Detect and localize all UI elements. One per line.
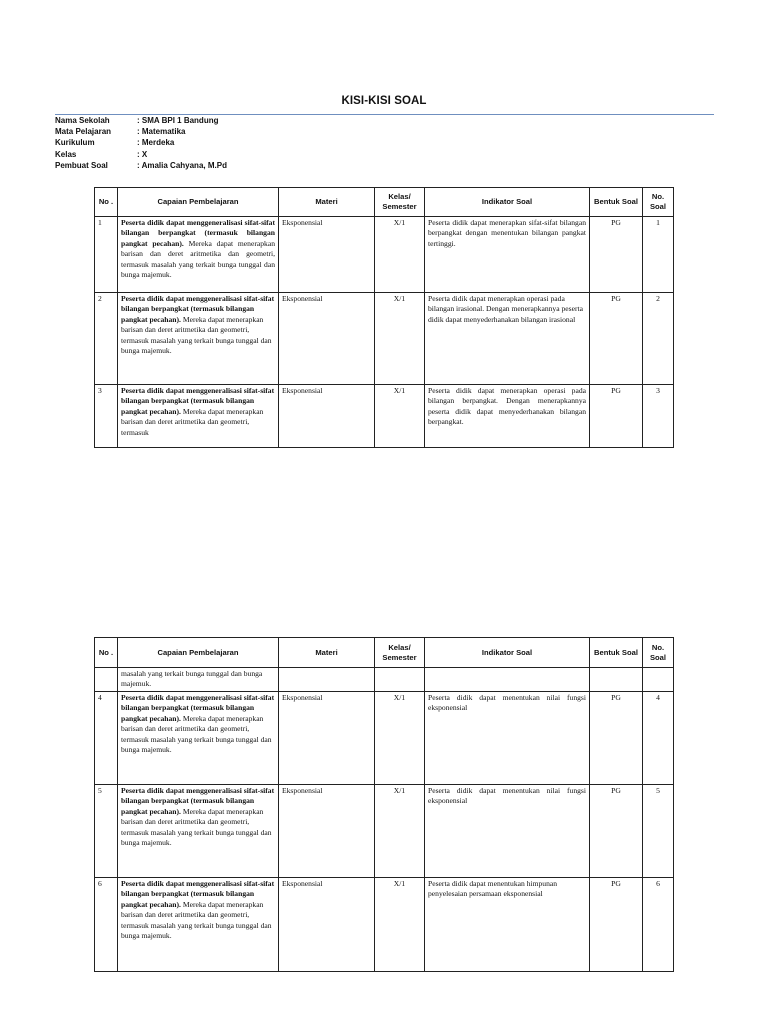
header-no: No . bbox=[95, 638, 118, 668]
header-capaian: Capaian Pembelajaran bbox=[118, 638, 279, 668]
capaian-bold: Peserta didik dapat menggeneralisasi sifat-sifat bilangan berpangkat (termasuk bilangan pangkat pecahan). bbox=[121, 879, 275, 909]
cell-bentuk: PG bbox=[590, 878, 643, 972]
cell-bentuk: PG bbox=[590, 692, 643, 785]
capaian-bold: Peserta didik dapat menggeneralisasi sifat-sifat bilangan berpangkat (termasuk bilangan pangkat pecahan). bbox=[121, 386, 275, 416]
cell-no: 2 bbox=[95, 293, 118, 385]
header-kelas: Kelas/ Semester bbox=[375, 188, 425, 217]
cell-indikator: Peserta didik dapat menerapkan operasi pada bilangan berpangkat. Dengan menerapkannya peserta didik dapat menyederhanakan bilangan berpangkat. bbox=[425, 385, 590, 448]
cell-bentuk: PG bbox=[590, 785, 643, 878]
header-materi: Materi bbox=[279, 638, 375, 668]
cell-materi: Eksponensial bbox=[279, 878, 375, 972]
meta-row-curriculum bbox=[55, 137, 227, 148]
cell-indikator: Peserta didik dapat menentukan nilai fungsi eksponensial bbox=[425, 692, 590, 785]
capaian-text: Mereka dapat menerapkan barisan dan deret aritmetika dan geometri, termasuk masalah yang terkait bunga tunggal dan bunga majemuk. bbox=[121, 806, 272, 848]
cell-kelas: X/1 bbox=[375, 785, 425, 878]
cell-bentuk: PG bbox=[590, 293, 643, 385]
cell-kelas: X/1 bbox=[375, 385, 425, 448]
cell-no: 1 bbox=[95, 217, 118, 293]
capaian-text: Mereka dapat menerapkan barisan dan deret aritmetika dan geometri, termasuk masalah yang terkait bunga tunggal dan bunga majemuk. bbox=[121, 314, 272, 356]
meta-label: Pembuat Soal bbox=[55, 160, 108, 170]
table-row-continuation bbox=[95, 668, 674, 692]
cell-materi: Eksponensial bbox=[279, 692, 375, 785]
kisi-table-page-2 bbox=[94, 637, 674, 972]
capaian-bold: Peserta didik dapat menggeneralisasi sifat-sifat bilangan berpangkat (termasuk bilangan pangkat pecahan). bbox=[121, 294, 275, 324]
meta-row-subject bbox=[55, 126, 227, 137]
cell-nosoal: 1 bbox=[643, 217, 674, 293]
meta-label: Kurikulum bbox=[55, 138, 95, 148]
table-row bbox=[95, 293, 674, 385]
cell-capaian bbox=[118, 385, 279, 448]
header-bentuk: Bentuk Soal bbox=[590, 638, 643, 668]
cell-no bbox=[95, 668, 118, 692]
table-row bbox=[95, 692, 674, 785]
header-indikator: Indikator Soal bbox=[425, 638, 590, 668]
cell-capaian bbox=[118, 692, 279, 785]
cell-materi: Eksponensial bbox=[279, 217, 375, 293]
capaian-text: Mereka dapat menerapkan barisan dan deret aritmetika dan geometri, termasuk masalah yang terkait bunga tunggal dan bunga majemuk. bbox=[121, 238, 276, 280]
header-kelas: Kelas/ Semester bbox=[375, 638, 425, 668]
table-row bbox=[95, 878, 674, 972]
capaian-bold: Peserta didik dapat menggeneralisasi sifat-sifat bilangan berpangkat (termasuk bilangan pangkat pecahan). bbox=[121, 786, 275, 816]
cell-kelas bbox=[375, 668, 425, 692]
meta-value: : Amalia Cahyana, M.Pd bbox=[137, 160, 227, 170]
cell-no: 6 bbox=[95, 878, 118, 972]
header-bentuk: Bentuk Soal bbox=[590, 188, 643, 217]
document-title: KISI-KISI SOAL bbox=[341, 95, 427, 107]
cell-capaian bbox=[118, 217, 279, 293]
cell-kelas: X/1 bbox=[375, 217, 425, 293]
cell-nosoal bbox=[643, 668, 674, 692]
table-row bbox=[95, 385, 674, 448]
meta-value: : X bbox=[137, 149, 148, 159]
cell-kelas: X/1 bbox=[375, 293, 425, 385]
cell-indikator: Peserta didik dapat menerapkan sifat-sifat bilangan berpangkat dengan menentukan bilangan pangkat tertinggi. bbox=[425, 217, 590, 293]
header-nosoal: No. Soal bbox=[643, 638, 674, 668]
table-header-row bbox=[95, 638, 674, 668]
cell-materi: Eksponensial bbox=[279, 293, 375, 385]
capaian-text: Mereka dapat menerapkan barisan dan deret aritmetika dan geometri, termasuk masalah yang terkait bunga tunggal dan bunga majemuk. bbox=[121, 713, 272, 755]
table-row bbox=[95, 217, 674, 293]
header-no: No . bbox=[95, 188, 118, 217]
cell-materi: Eksponensial bbox=[279, 385, 375, 448]
kisi-table-page-1 bbox=[94, 187, 674, 448]
meta-row-class bbox=[55, 149, 227, 160]
table-header-row bbox=[95, 188, 674, 217]
header-capaian: Capaian Pembelajaran bbox=[118, 188, 279, 217]
cell-materi bbox=[279, 668, 375, 692]
meta-value: : Matematika bbox=[137, 127, 186, 137]
cell-no: 5 bbox=[95, 785, 118, 878]
capaian-text: Mereka dapat menerapkan barisan dan deret aritmetika dan geometri, termasuk masalah yang terkait bunga tunggal dan bunga majemuk. bbox=[121, 899, 272, 941]
cell-no: 4 bbox=[95, 692, 118, 785]
cell-nosoal: 3 bbox=[643, 385, 674, 448]
document-meta bbox=[55, 115, 227, 171]
meta-row-author bbox=[55, 160, 227, 171]
meta-row-school bbox=[55, 115, 227, 126]
meta-value: : Merdeka bbox=[137, 138, 175, 148]
cell-indikator: Peserta didik dapat menerapkan operasi pada bilangan irasional. Dengan menerapkannya peserta didik dapat menyederhanakan bilangan irasional bbox=[425, 293, 590, 385]
cell-kelas: X/1 bbox=[375, 878, 425, 972]
cell-indikator: Peserta didik dapat menentukan nilai fungsi eksponensial bbox=[425, 785, 590, 878]
cell-bentuk: PG bbox=[590, 217, 643, 293]
cell-indikator bbox=[425, 668, 590, 692]
cell-bentuk: PG bbox=[590, 385, 643, 448]
cell-capaian bbox=[118, 878, 279, 972]
cell-capaian bbox=[118, 785, 279, 878]
cell-indikator: Peserta didik dapat menentukan himpunan penyelesaian persamaan eksponensial bbox=[425, 878, 590, 972]
cell-bentuk bbox=[590, 668, 643, 692]
capaian-bold: Peserta didik dapat menggeneralisasi sifat-sifat bilangan berpangkat (termasuk bilangan pangkat pecahan). bbox=[121, 693, 275, 723]
meta-value: : SMA BPI 1 Bandung bbox=[137, 116, 219, 125]
capaian-text: Mereka dapat menerapkan barisan dan deret aritmetika dan geometri, termasuk bbox=[121, 406, 264, 437]
cell-nosoal: 5 bbox=[643, 785, 674, 878]
cell-kelas: X/1 bbox=[375, 692, 425, 785]
header-materi: Materi bbox=[279, 188, 375, 217]
meta-label: Kelas bbox=[55, 149, 77, 159]
cell-capaian: masalah yang terkait bunga tunggal dan bunga majemuk. bbox=[118, 668, 279, 692]
cell-no: 3 bbox=[95, 385, 118, 448]
header-indikator: Indikator Soal bbox=[425, 188, 590, 217]
cell-nosoal: 6 bbox=[643, 878, 674, 972]
meta-label: Nama Sekolah bbox=[55, 116, 110, 125]
cell-materi: Eksponensial bbox=[279, 785, 375, 878]
cell-nosoal: 2 bbox=[643, 293, 674, 385]
capaian-bold: Peserta didik dapat menggeneralisasi sifat-sifat bilangan berpangkat (termasuk bilangan pangkat pecahan). bbox=[121, 218, 275, 248]
cell-nosoal: 4 bbox=[643, 692, 674, 785]
cell-capaian bbox=[118, 293, 279, 385]
meta-label: Mata Pelajaran bbox=[55, 127, 112, 137]
header-nosoal: No. Soal bbox=[643, 188, 674, 217]
table-row bbox=[95, 785, 674, 878]
